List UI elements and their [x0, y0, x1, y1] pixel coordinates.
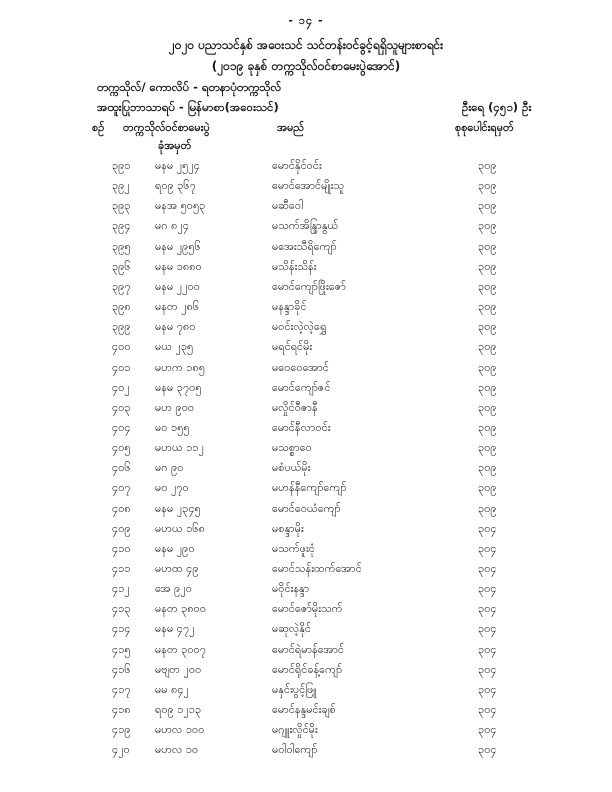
row-student-name: မဆီဝေါ — [272, 199, 303, 213]
row-student-name: မအေးသီရိကျော် — [272, 239, 337, 253]
row-serial: ၄၀၉ — [112, 521, 131, 535]
row-serial: ၄၀၂ — [112, 380, 130, 394]
row-serial: ၄၁၆ — [112, 662, 131, 676]
row-total-marks: ၃၀၉ — [478, 219, 497, 233]
row-roll-number: မဟလ ၁၀ — [155, 743, 199, 757]
row-total-marks: ၃၀၉ — [478, 441, 497, 455]
table-row — [0, 643, 612, 663]
table-row — [0, 562, 612, 582]
table-row — [0, 743, 612, 763]
row-total-marks: ၃၀၉ — [478, 199, 497, 213]
row-total-marks: ၃၀၉ — [478, 159, 497, 172]
row-roll-number: ရ၀၉ ၁၂၁၃ — [155, 703, 202, 717]
row-roll-number: မနမ ၂၂၀၀ — [155, 279, 200, 293]
row-roll-number: မနတ ၃၈၀၀ — [155, 602, 207, 616]
row-total-marks: ၃၀၉ — [478, 300, 497, 314]
column-header-roll-line1: တက္ကသိုလ်ဝင်စာမေးပွဲ — [123, 121, 210, 134]
row-serial: ၃၉၇ — [112, 279, 131, 293]
table-row — [0, 542, 612, 562]
table-row — [0, 280, 612, 300]
row-roll-number: မဂ ၈၂၄ — [155, 219, 189, 233]
table-row — [0, 340, 612, 360]
row-student-name: မဂျူးလှိုင်မိုး — [272, 723, 318, 737]
table-row — [0, 159, 612, 179]
row-roll-number: မဝ ၁၅၅ — [155, 420, 190, 434]
row-roll-number: မနတ ၃၀၀၇ — [155, 642, 206, 656]
table-row — [0, 219, 612, 239]
row-student-name: မနန္ဒာခိုင် — [272, 300, 307, 314]
row-student-name: မရင်ရင်မိုး — [272, 340, 313, 354]
row-total-marks: ၃၀၉ — [478, 380, 497, 394]
table-row — [0, 461, 612, 481]
row-student-name: မသက်ဖူးငုံ — [272, 541, 315, 555]
row-serial: ၄၁၃ — [112, 602, 131, 616]
row-student-name: မစန္ဒာမိုး — [272, 521, 304, 535]
column-header-roll-line2: ခုံအမှတ် — [158, 139, 192, 152]
table-row — [0, 421, 612, 441]
row-total-marks: ၃၀၄ — [478, 582, 497, 596]
row-serial: ၄၁၉ — [112, 723, 131, 737]
row-student-name: မဝေဝေအောင် — [272, 360, 329, 374]
row-student-name: မောင်ဝေယံကျော် — [272, 501, 341, 515]
row-roll-number: မဂ ၉၀ — [155, 461, 184, 475]
row-roll-number: မနမ ၃၇၀၅ — [155, 380, 202, 394]
row-roll-number: မနမ ၂၉၅၆ — [155, 239, 201, 253]
row-serial: ၄၀၀ — [112, 340, 131, 354]
table-row — [0, 582, 612, 602]
row-serial: ၄၀၁ — [112, 360, 131, 374]
row-total-marks: ၃၀၉ — [478, 259, 497, 273]
column-header-serial: စဉ် — [92, 121, 105, 134]
row-roll-number: မဟက ၁၈၅ — [155, 360, 205, 374]
table-row — [0, 481, 612, 501]
row-total-marks: ၃၀၉ — [478, 400, 497, 414]
row-roll-number: မယ ၂၃၅ — [155, 340, 194, 354]
row-serial: ၄၁၇ — [112, 682, 131, 696]
row-student-name: မဟန်နီကျော်ကျော် — [272, 481, 347, 495]
row-student-name: မောင်သန်းထက်အောင် — [272, 562, 362, 575]
row-roll-number: မမ ၈၄၂ — [155, 682, 189, 696]
row-student-name: မလှိုင်ဝီဇာနီ — [272, 400, 318, 414]
table-row — [0, 522, 612, 542]
row-total-marks: ၃၀၄ — [478, 703, 497, 717]
page-number: - ၁၄ - — [288, 14, 324, 27]
row-total-marks: ၃၀၄ — [478, 541, 497, 555]
row-total-marks: ၃၀၉ — [478, 360, 497, 374]
row-student-name: မသိန်းသိန်း — [272, 259, 317, 273]
row-student-name: မောင်နိုင်ဝင်း — [272, 159, 322, 172]
table-row — [0, 683, 612, 703]
row-serial: ၄၀၄ — [112, 420, 131, 434]
row-roll-number: မနမ ၄၇၂ — [155, 622, 195, 636]
row-student-name: မဝင်းလဲ့လဲ့ရွှေ — [272, 320, 327, 334]
row-roll-number: မဟ ၉၀၀ — [155, 400, 195, 414]
table-row — [0, 723, 612, 743]
row-total-marks: ၃၀၄ — [478, 642, 497, 656]
row-total-marks: ၃၀၄ — [478, 521, 497, 535]
row-student-name: မောင်ရဲမာန်အောင် — [272, 642, 344, 656]
table-row — [0, 703, 612, 723]
table-row — [0, 381, 612, 401]
row-serial: ၄၁၅ — [112, 642, 131, 656]
row-roll-number: မနမ ၂၉၀ — [155, 541, 195, 555]
row-student-name: မောင်ကျော်ဖြိုးဇော် — [272, 279, 346, 293]
table-row — [0, 401, 612, 421]
row-student-name: မဝါဝါကျော် — [272, 743, 318, 757]
row-total-marks: ၃၀၉ — [478, 340, 497, 354]
row-roll-number: မနအ ၅၀၅၃ — [155, 199, 206, 213]
column-header-name: အမည် — [277, 121, 305, 134]
row-total-marks: ၃၀၄ — [478, 622, 497, 636]
table-row — [0, 441, 612, 461]
column-header-marks: စုစုပေါင်းရမှတ် — [455, 121, 514, 134]
row-student-name: မောင်အောင်မျိုးသူ — [272, 179, 345, 193]
row-roll-number: မနတ ၂၈၆ — [155, 300, 200, 314]
row-serial: ၄၀၆ — [112, 461, 131, 475]
row-total-marks: ၃၀၄ — [478, 682, 497, 696]
row-total-marks: ၃၀၉ — [478, 501, 497, 515]
row-serial: ၃၉၄ — [112, 219, 131, 233]
row-serial: ၄၁၈ — [112, 703, 131, 717]
row-student-name: မောင်နီလာဝင်း — [272, 420, 331, 434]
row-student-name: မောင်နန္ဒမင်းချစ် — [272, 703, 336, 717]
row-student-name: မသစ္စာဝေ — [272, 441, 312, 455]
table-row — [0, 199, 612, 219]
doc-title: ၂၀၂၀ ပညာသင်နှစ် အဝေးသင် သင်တန်းဝင်ခွင့်ရရှိသူများစာရင်း — [168, 38, 444, 52]
doc-subtitle: (၂၀၁၉ ခုနှစ် တက္ကသိုလ်ဝင်စာမေးပွဲအောင်) — [211, 59, 401, 73]
row-roll-number: အေ ၉၂၀ — [155, 582, 192, 596]
row-student-name: မဆုလဲ့နိုင် — [272, 622, 312, 636]
row-total-marks: ၃၀၄ — [478, 602, 497, 616]
row-roll-number: ရ၀၉ ၃၆၇ — [155, 179, 196, 193]
row-total-marks: ၃၀၉ — [478, 461, 497, 475]
row-total-marks: ၃၀၉ — [478, 179, 497, 193]
row-total-marks: ၃၀၉ — [478, 320, 497, 334]
row-serial: ၄၀၃ — [112, 400, 131, 414]
row-student-name: မောင်ကျော်ဇင် — [272, 380, 331, 394]
row-roll-number: မဟထ ၄၉ — [155, 562, 199, 575]
student-count-label: ဦးရေ (၄၅၁) ဦး — [462, 100, 532, 114]
row-total-marks: ၃၀၉ — [478, 239, 497, 253]
row-roll-number: မနမ ၂၃၄၅ — [155, 501, 201, 515]
subject-line: အထူးပြုဘာသာရပ် - မြန်မာစာ(အဝေးသင်) — [97, 100, 279, 114]
row-serial: ၄၁၄ — [112, 622, 131, 636]
row-student-name: မဝိုင်းနန္ဒာ — [272, 582, 310, 596]
row-serial: ၄၀၅ — [112, 441, 131, 455]
university-line: တက္ကသိုလ်/ ကောလိပ် - ရတနာပုံတက္ကသိုလ် — [97, 80, 282, 94]
row-serial: ၄၁၁ — [112, 562, 131, 575]
row-serial: ၄၁၂ — [112, 582, 130, 596]
row-roll-number: မဝ ၂၇၀ — [155, 481, 189, 495]
row-total-marks: ၃၀၉ — [478, 420, 497, 434]
table-row — [0, 602, 612, 622]
row-serial: ၄၀၇ — [112, 481, 131, 495]
row-roll-number: မနမ ၂၅၂၄ — [155, 159, 200, 172]
row-roll-number: မနမ ၁၈၈၀ — [155, 259, 202, 273]
table-row — [0, 300, 612, 320]
row-roll-number: မဟယ ၁၁၂ — [155, 441, 205, 455]
row-student-name: မောင်ရိုင်ခန့်ကျော် — [272, 662, 343, 676]
table-row — [0, 502, 612, 522]
table-row — [0, 320, 612, 340]
row-student-name: မသက်အိန္ဒြာနွယ် — [272, 219, 339, 233]
table-row — [0, 179, 612, 199]
row-serial: ၄၀၈ — [112, 501, 131, 515]
row-serial: ၃၉၉ — [112, 320, 131, 334]
table-row — [0, 260, 612, 280]
row-roll-number: မဟလ ၁၀၀ — [155, 723, 205, 737]
row-serial: ၄၂၀ — [112, 743, 130, 757]
row-serial: ၃၉၆ — [112, 259, 131, 273]
row-serial: ၃၉၈ — [112, 300, 131, 314]
row-student-name: မနှင်းပွင့်ဖြူ — [272, 682, 317, 696]
row-total-marks: ၃၀၄ — [478, 723, 497, 737]
row-serial: ၃၉၁ — [112, 159, 131, 172]
row-roll-number: မနမ ၇၈၀ — [155, 320, 196, 334]
row-total-marks: ၃၀၄ — [478, 662, 497, 676]
row-student-name: မစံပယ်မိုး — [272, 461, 311, 475]
row-total-marks: ၃၀၉ — [478, 481, 497, 495]
row-student-name: မောင်ဇော်မိုးသက် — [272, 602, 343, 616]
row-serial: ၃၉၂ — [112, 179, 130, 193]
table-row — [0, 240, 612, 260]
row-roll-number: မဟယ ၁၆၈ — [155, 521, 205, 535]
row-total-marks: ၃၀၄ — [478, 743, 497, 757]
table-row — [0, 622, 612, 642]
table-row — [0, 361, 612, 381]
row-roll-number: မဗျတ ၂၀၀ — [155, 662, 202, 676]
table-row — [0, 663, 612, 683]
row-serial: ၄၁၀ — [112, 541, 131, 555]
row-total-marks: ၃၀၄ — [478, 562, 497, 575]
row-total-marks: ၃၀၉ — [478, 279, 497, 293]
row-serial: ၃၉၃ — [112, 199, 131, 213]
student-table — [0, 159, 612, 769]
row-serial: ၃၉၅ — [112, 239, 131, 253]
